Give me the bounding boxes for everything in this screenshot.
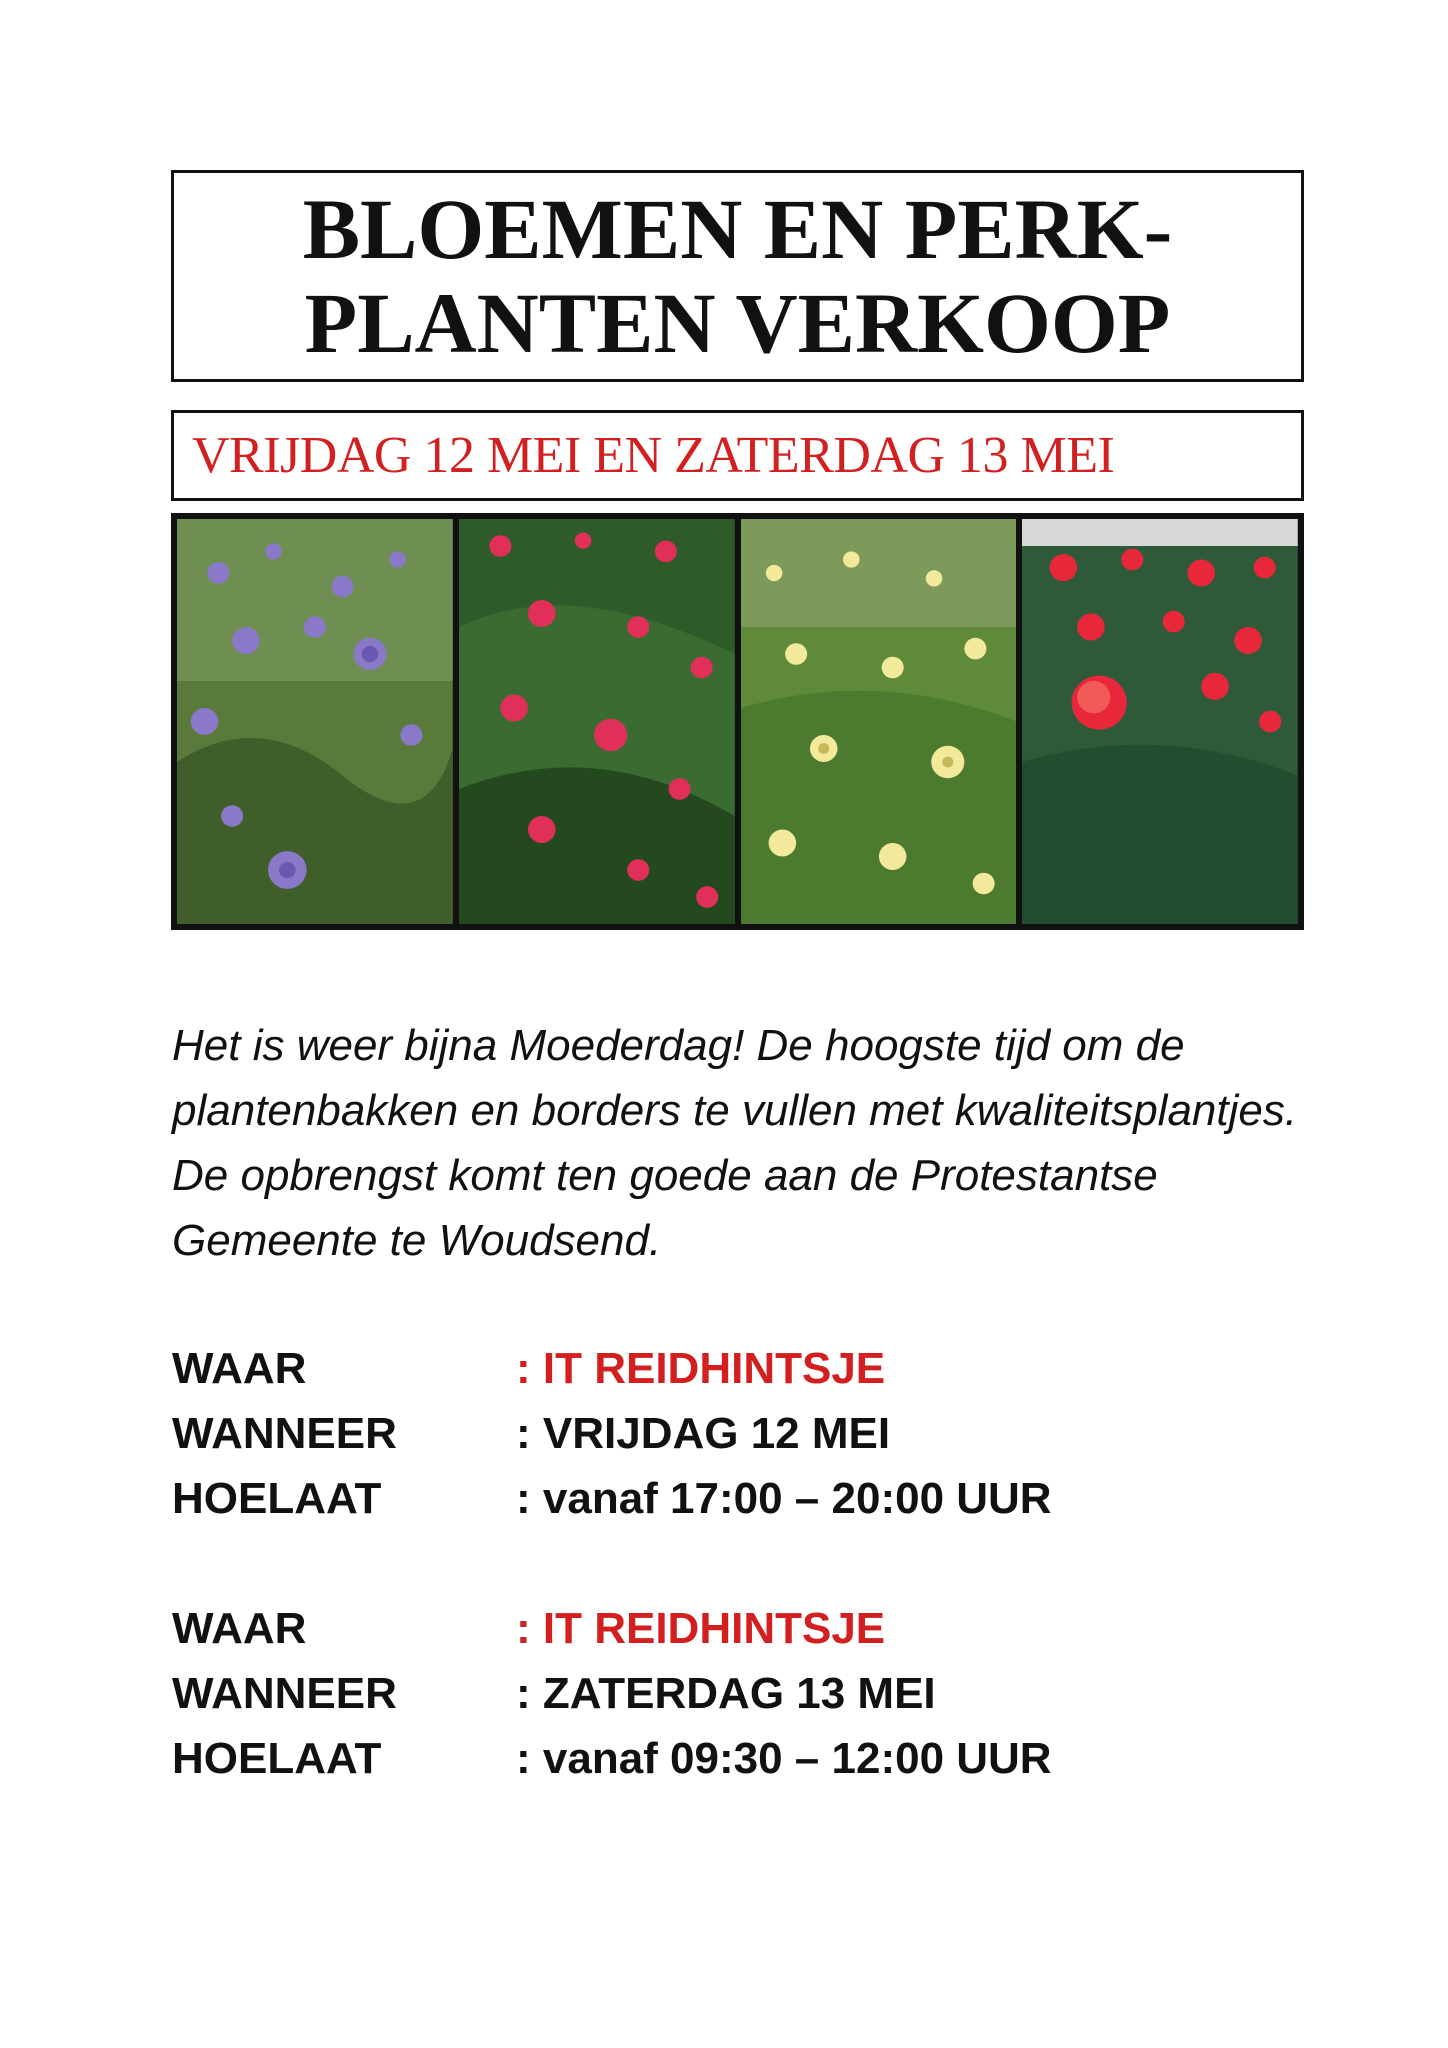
title-box	[171, 170, 1304, 382]
event-details-friday	[172, 1336, 1322, 1531]
title-line-2: PLANTEN VERKOOP	[304, 275, 1171, 371]
when-row	[172, 1401, 1322, 1466]
yellow-calibrachoa-photo	[741, 519, 1017, 924]
event-details-saturday	[172, 1596, 1322, 1791]
dates-banner-text: VRIJDAG 12 MEI EN ZATERDAG 13 MEI	[192, 427, 1115, 484]
pink-mandevilla-photo	[459, 519, 735, 924]
flower-photo-strip	[171, 513, 1304, 930]
dates-banner	[171, 410, 1304, 501]
when-label: WANNEER	[172, 1409, 397, 1458]
when-row	[172, 1661, 1322, 1726]
title-line-1: BLOEMEN EN PERK-	[302, 181, 1173, 277]
time-label: HOELAAT	[172, 1474, 382, 1523]
when-value: : ZATERDAG 13 MEI	[516, 1669, 936, 1718]
where-row	[172, 1336, 1322, 1401]
time-value: : vanaf 17:00 – 20:00 UUR	[516, 1474, 1052, 1523]
where-row	[172, 1596, 1322, 1661]
purple-petunia-photo	[177, 519, 453, 924]
when-value: : VRIJDAG 12 MEI	[516, 1409, 891, 1458]
where-label: WAAR	[172, 1344, 307, 1393]
where-value: : IT REIDHINTSJE	[516, 1604, 886, 1653]
time-label: HOELAAT	[172, 1734, 382, 1783]
time-row	[172, 1726, 1322, 1791]
time-value: : vanaf 09:30 – 12:00 UUR	[516, 1734, 1052, 1783]
when-label: WANNEER	[172, 1669, 397, 1718]
where-label: WAAR	[172, 1604, 307, 1653]
red-geranium-photo	[1022, 519, 1298, 924]
where-value: : IT REIDHINTSJE	[516, 1344, 886, 1393]
time-row	[172, 1466, 1322, 1531]
intro-paragraph: Het is weer bijna Moederdag! De hoogste tijd om de plantenbakken en borders te vullen met kwaliteitsplantjes. De opbrengst komt ten goede aan de Protestantse Gemeente te Woudsend.	[172, 1021, 1298, 1265]
